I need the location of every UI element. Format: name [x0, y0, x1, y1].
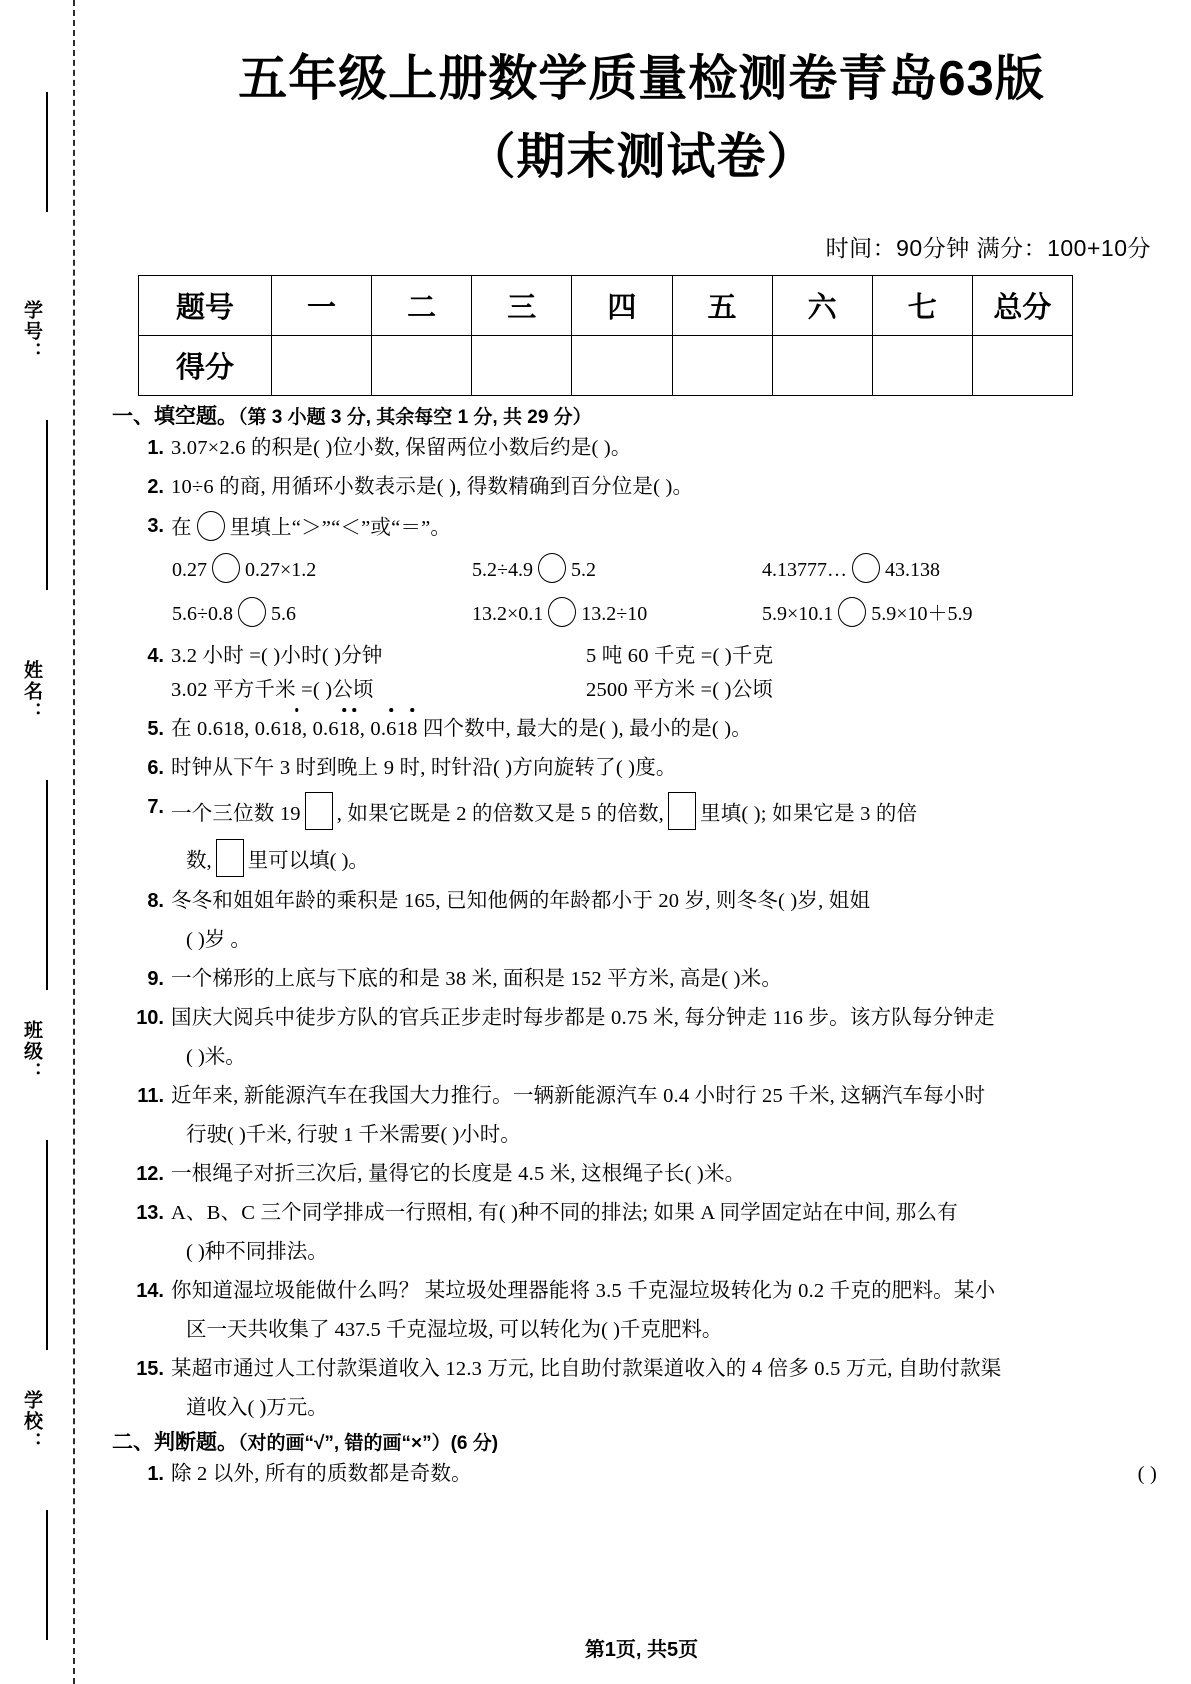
question-13	[112, 1198, 1165, 1228]
question-4-conv-b2: 2500 平方米 =( )公顷	[586, 679, 774, 701]
page-title-line1: 五年级上册数学质量检测卷青岛63版	[238, 52, 1045, 106]
score-table-col-2: 二	[372, 276, 472, 336]
compare-item-5	[472, 597, 762, 631]
compare-circle-icon	[197, 511, 225, 541]
score-cell-6[interactable]	[772, 336, 872, 396]
score-table-col-7: 七	[872, 276, 972, 336]
repeating-dot-digit: 6	[386, 714, 396, 744]
question-number-8: 8.	[147, 890, 164, 912]
question-4-line-1	[171, 641, 1165, 671]
compare-item-2-right: 5.2	[570, 559, 596, 581]
compare-item-3-right: 43.138	[885, 559, 940, 581]
question-8	[112, 886, 1165, 916]
left-margin-strip	[0, 0, 92, 1684]
page-number-text: 第1页, 共5页	[584, 1639, 699, 1661]
compare-circle-icon[interactable]	[852, 553, 880, 583]
question-7-continued	[112, 839, 1165, 877]
repeating-dot-digit: 1	[339, 714, 349, 744]
compare-item-5-left: 13.2×0.1	[472, 603, 544, 625]
question-14	[112, 1276, 1165, 1306]
question-3-row-1	[112, 553, 1165, 587]
question-5-suffix: 四个数中, 最大的是( ), 最小的是( )。	[417, 718, 752, 740]
digit-blank-box[interactable]	[305, 792, 333, 830]
section-heading-fill-in-blank	[112, 406, 1165, 427]
question-text-8: 冬冬和姐姐年龄的乘积是 165, 已知他俩的年龄都小于 20 岁, 则冬冬( )岁, 姐姐	[171, 890, 871, 912]
question-text-7	[171, 792, 1165, 830]
score-cell-7[interactable]	[872, 336, 972, 396]
compare-circle-icon[interactable]	[238, 597, 266, 627]
section-heading-true-false	[112, 1432, 1165, 1453]
question-text-13: A、B、C 三个同学排成一行照相, 有( )种不同的排法; 如果 A 同学固定站在中间, 那么有	[171, 1202, 958, 1224]
question-3	[112, 511, 1165, 543]
title-block	[92, 0, 1191, 188]
compare-circle-icon[interactable]	[838, 597, 866, 627]
score-cell-4[interactable]	[572, 336, 672, 396]
question-7-part-a: 一个三位数 19	[171, 803, 301, 825]
question-text-2: 10÷6 的商, 用循环小数表示是( ), 得数精确到百分位是( )。	[171, 476, 694, 498]
question-3-lead-b: 里填上“＞”“＜”或“＝”。	[229, 517, 452, 539]
question-number-7: 7.	[147, 796, 164, 818]
question-number-1: 1.	[147, 437, 164, 459]
question-text-3	[171, 511, 1165, 543]
question-text-5	[171, 714, 1165, 744]
question-number-13: 13.	[136, 1202, 164, 1224]
question-4-line-2	[171, 675, 1165, 705]
score-table-header-score: 得分	[139, 336, 272, 396]
question-text-12: 一根绳子对折三次后, 量得它的长度是 4.5 米, 这根绳子长( )米。	[171, 1163, 746, 1185]
question-6	[112, 753, 1165, 783]
score-table-col-total: 总分	[972, 276, 1072, 336]
question-text-10: 国庆大阅兵中徒步方队的官兵正步走时每步都是 0.75 米, 每分钟走 116 步。该方队每分钟走	[171, 1007, 995, 1029]
repeating-dot-digit: 8	[407, 714, 417, 744]
question-4	[112, 641, 1165, 705]
question-15-continued: 道收入( )万元。	[186, 1397, 328, 1419]
margin-rule-1	[46, 92, 48, 212]
question-9	[112, 964, 1165, 994]
margin-rule-4	[46, 1140, 48, 1350]
compare-item-4	[172, 597, 472, 631]
score-table-col-1: 一	[272, 276, 372, 336]
repeating-dot-digit: 8	[349, 714, 359, 744]
question-4-conv-b1: 5 吨 60 千克 =( )千克	[586, 645, 774, 667]
repeating-dot-digit: 8	[291, 714, 301, 744]
margin-rule-5	[46, 1510, 48, 1640]
question-11-continued: 行驶( )千米, 行驶 1 千米需要( )小时。	[186, 1124, 521, 1146]
question-4-conv-a2: 3.02 平方千米 =( )公顷	[171, 679, 374, 701]
question-5-mid-3: 1	[396, 718, 408, 740]
score-cell-1[interactable]	[272, 336, 372, 396]
question-number-15: 15.	[136, 1358, 164, 1380]
margin-rule-2	[46, 420, 48, 590]
question-8-continued: ( )岁 。	[186, 929, 251, 951]
compare-item-5-right: 13.2÷10	[581, 603, 648, 625]
compare-circle-icon[interactable]	[548, 597, 576, 627]
margin-label-class: 班级：	[21, 1020, 42, 1083]
compare-item-4-right: 5.6	[270, 603, 296, 625]
exam-content	[92, 406, 1191, 1489]
compare-circle-icon[interactable]	[212, 553, 240, 583]
margin-rule-3	[46, 780, 48, 990]
section2-question-1-statement: 除 2 以外, 所有的质数都是奇数。	[171, 1463, 472, 1485]
question-7-part-d: 数,	[186, 850, 212, 872]
section2-question-text-1	[171, 1459, 1165, 1489]
section1-title: 一、填空题。	[112, 405, 238, 428]
question-5-mid-1: , 0.6	[301, 718, 339, 740]
table-row-scores	[139, 336, 1073, 396]
score-cell-2[interactable]	[372, 336, 472, 396]
score-table-wrapper	[92, 275, 1191, 396]
question-number-10: 10.	[136, 1007, 164, 1029]
question-7	[112, 792, 1165, 830]
compare-item-6-right: 5.9×10＋5.9	[871, 603, 973, 625]
score-cell-3[interactable]	[472, 336, 572, 396]
question-number-2: 2.	[147, 476, 164, 498]
question-12	[112, 1159, 1165, 1189]
section2-question-1	[112, 1459, 1165, 1489]
question-4-conv-a1: 3.2 小时 =( )小时( )分钟	[171, 645, 383, 667]
question-5-mid-2: , 0.	[359, 718, 387, 740]
question-13-continued: ( )种不同排法。	[186, 1241, 328, 1263]
page-footer	[92, 1633, 1191, 1662]
compare-item-1	[172, 553, 472, 587]
page-title-line2: （期末测试卷）	[466, 130, 817, 184]
digit-blank-box[interactable]	[668, 792, 696, 830]
compare-item-4-left: 5.6÷0.8	[172, 603, 233, 625]
section2-question-number-1: 1.	[147, 1463, 164, 1485]
dashed-cut-line	[73, 0, 75, 1684]
question-text-1: 3.07×2.6 的积是( )位小数, 保留两位小数后约是( )。	[171, 437, 632, 459]
score-table-col-3: 三	[472, 276, 572, 336]
compare-circle-icon[interactable]	[538, 553, 566, 583]
score-table	[138, 275, 1073, 396]
question-7-part-e: 里可以填( )。	[247, 850, 369, 872]
compare-item-2	[472, 553, 762, 587]
question-1	[112, 433, 1165, 463]
question-10	[112, 1003, 1165, 1033]
question-text-15: 某超市通过人工付款渠道收入 12.3 万元, 比自助付款渠道收入的 4 倍多 0.5 万元, 自助付款渠	[171, 1358, 1002, 1380]
question-5-prefix: 在 0.618, 0.61	[171, 718, 292, 740]
section2-answer-slot-1[interactable]: ( )	[1137, 1463, 1157, 1485]
score-cell-total[interactable]	[972, 336, 1072, 396]
score-cell-5[interactable]	[672, 336, 772, 396]
margin-label-student-id: 学号：	[21, 300, 42, 363]
compare-item-6-left: 5.9×10.1	[762, 603, 834, 625]
section2-title-sub: （对的画“√”, 错的画“×”）(6 分)	[238, 1433, 499, 1454]
question-5	[112, 714, 1165, 744]
score-table-header-question-no: 题号	[139, 276, 272, 336]
question-number-3: 3.	[147, 515, 164, 537]
question-text-14: 你知道湿垃圾能做什么吗？ 某垃圾处理器能将 3.5 千克湿垃圾转化为 0.2 千克的肥料。某小	[171, 1280, 996, 1302]
digit-blank-box[interactable]	[216, 839, 244, 877]
compare-item-1-left: 0.27	[172, 559, 207, 581]
question-10-continued: ( )米。	[186, 1046, 246, 1068]
score-table-col-6: 六	[772, 276, 872, 336]
question-7-part-c: 里填( ); 如果它是 3 的倍	[700, 803, 918, 825]
score-table-col-4: 四	[572, 276, 672, 336]
compare-item-6	[762, 597, 1092, 631]
section1-title-sub: （第 3 小题 3 分, 其余每空 1 分, 共 29 分）	[238, 407, 592, 428]
question-text-6: 时钟从下午 3 时到晚上 9 时, 时针沿( )方向旋转了( )度。	[171, 757, 677, 779]
question-14-continued: 区一天共收集了 437.5 千克湿垃圾, 可以转化为( )千克肥料。	[186, 1319, 723, 1341]
question-number-12: 12.	[136, 1163, 164, 1185]
question-11	[112, 1081, 1165, 1111]
question-number-14: 14.	[136, 1280, 164, 1302]
margin-label-name: 姓名：	[21, 660, 42, 723]
table-row-question-numbers	[139, 276, 1073, 336]
compare-item-3-left: 4.13777…	[762, 559, 847, 581]
question-number-4: 4.	[147, 645, 164, 667]
question-number-5: 5.	[147, 718, 164, 740]
question-7-part-b: , 如果它既是 2 的倍数又是 5 的倍数,	[336, 803, 665, 825]
exam-meta-info: 时间：90分钟 满分：100+10分	[825, 235, 1151, 261]
question-text-11: 近年来, 新能源汽车在我国大力推行。一辆新能源汽车 0.4 小时行 25 千米, 这辆汽车每小时	[171, 1085, 986, 1107]
score-table-col-5: 五	[672, 276, 772, 336]
question-number-11: 11.	[137, 1085, 164, 1107]
section2-title: 二、判断题。	[112, 1431, 238, 1454]
margin-label-school: 学校：	[21, 1390, 42, 1453]
question-number-6: 6.	[147, 757, 164, 779]
question-number-9: 9.	[147, 968, 164, 990]
compare-item-1-right: 0.27×1.2	[245, 559, 317, 581]
question-3-lead-a: 在	[171, 517, 192, 539]
compare-item-2-left: 5.2÷4.9	[472, 559, 533, 581]
question-15	[112, 1354, 1165, 1384]
question-text-4	[171, 641, 1165, 705]
question-text-9: 一个梯形的上底与下底的和是 38 米, 面积是 152 平方米, 高是( )米。	[171, 968, 783, 990]
compare-item-3	[762, 553, 1092, 587]
question-3-row-2	[112, 597, 1165, 631]
question-2	[112, 472, 1165, 502]
exam-page	[92, 0, 1191, 1684]
